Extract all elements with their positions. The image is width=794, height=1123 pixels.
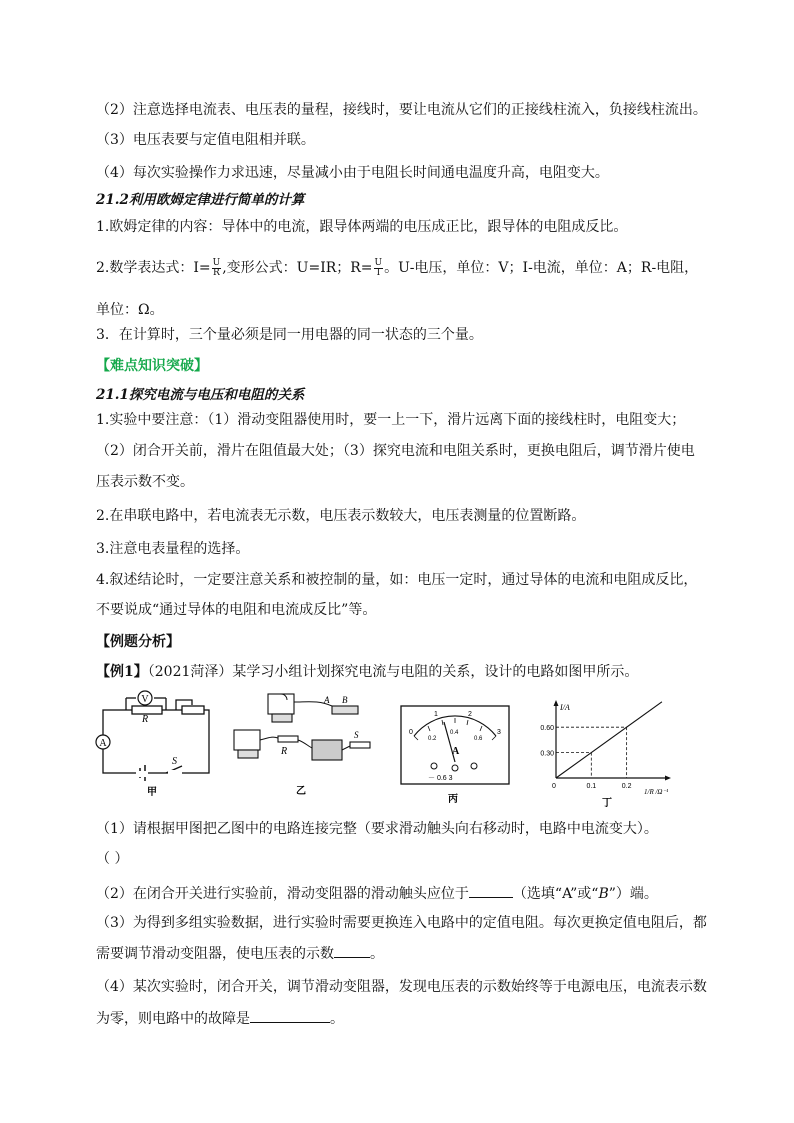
example-1-tag: 【例1】	[96, 664, 148, 680]
exp-note-2: 2.在串联电路中，若电流表无示数，电压表示数较大，电压表测量的位置断路。	[96, 508, 586, 524]
circuit-loop	[103, 710, 209, 773]
y-tick-label: 0.30	[540, 750, 554, 758]
question-3b	[96, 943, 384, 964]
formula-line	[96, 258, 698, 278]
calc-note: 3．在计算时，三个量必须是同一用电器的同一状态的三个量。	[96, 327, 483, 343]
terminal-labels: － 0.6 3	[428, 775, 453, 782]
figure-caption: 乙	[296, 786, 306, 797]
rheostat-symbol	[182, 706, 204, 714]
tick-3: 3	[497, 729, 501, 736]
figure-caption: 丙	[448, 794, 458, 805]
voltmeter-label: V	[141, 694, 149, 705]
series-line	[556, 702, 662, 778]
terminal-0-6	[452, 765, 458, 771]
fraction-denominator: I	[376, 267, 381, 278]
terminal-a-label: A	[324, 695, 330, 705]
figure-caption: 丁	[602, 798, 612, 809]
y-tick-label: 0.60	[540, 725, 554, 733]
resistor-symbol	[132, 706, 162, 714]
question-3b-text: 需要调节滑动变阻器，使电压表的示数	[96, 946, 334, 962]
question-4: （4）某次实验时，闭合开关，调节滑动变阻器，发现电压表的示数始终等于电源电压，电流表示数	[96, 979, 707, 995]
terminal-b-label: B	[342, 695, 348, 705]
resistor-label: R	[142, 714, 149, 725]
question-3b-end: 。	[370, 946, 384, 962]
question-1: （1）请根据甲图把乙图中的电路连接完整（要求滑动触头向右移动时，电路中电流变大）。	[96, 821, 658, 837]
formula-prefix: 2.数学表达式：I=	[96, 260, 211, 276]
exp-note-1b: （2）闭合开关前，滑片在阻值最大处；（3）探究电流和电阻关系时，更换电阻后，调节滑片使电	[96, 443, 695, 459]
exp-note-4b: 不要说成“通过导体的电阻和电流成反比”等。	[96, 602, 377, 618]
x-tick-label: 0.2	[621, 783, 632, 790]
terminal-neg	[431, 763, 437, 769]
example-analysis-heading: 【例题分析】	[96, 634, 180, 650]
resistor-label: R	[281, 746, 288, 757]
resistor-device	[278, 736, 298, 742]
figure-yi-apparatus	[228, 690, 358, 810]
fraction-denominator: R	[213, 267, 220, 278]
question-2-options-open: （选填“	[512, 886, 563, 902]
question-2	[96, 883, 658, 904]
y-axis-arrow	[554, 700, 559, 706]
question-4b-end: 。	[330, 1011, 344, 1027]
exp-note-1: 1.实验中要注意：（1）滑动变阻器使用时，要一上一下，滑片远离下面的接线柱时，电阻变大；	[96, 412, 686, 428]
example-1-text: （2021菏泽）某学习小组计划探究电流与电阻的关系，设计的电路如图甲所示。	[147, 664, 639, 680]
example-1-intro	[96, 662, 638, 682]
figure-jia-circuit	[96, 688, 216, 810]
x-axis-label: 1/R /Ω⁻¹	[644, 788, 669, 796]
note-2: （2）注意选择电流表、电压表的量程，接线时，要让电流从它们的正接线柱流入，负接线柱流出。	[96, 102, 707, 118]
x-tick-label: 0.1	[586, 783, 597, 790]
answer-blank-2[interactable]	[469, 883, 513, 898]
exp-note-3: 3.注意电表量程的选择。	[96, 541, 250, 557]
section-21-2-heading: 21.2利用欧姆定律进行简单的计算	[96, 192, 305, 208]
question-4b-text: 为零，则电路中的故障是	[96, 1011, 250, 1027]
formula-mid: ,变形公式：U=IR；R=	[222, 260, 373, 276]
ammeter-label: A	[99, 738, 107, 749]
ammeter-device	[234, 730, 260, 750]
question-2-or: ”或“	[570, 886, 599, 902]
difficult-points-heading: 【难点知识突破】	[96, 358, 208, 374]
option-b: B	[598, 886, 609, 902]
fraction-numerator: U	[374, 257, 383, 268]
question-2-end: ”）端。	[608, 886, 658, 902]
tick-2: 2	[468, 711, 472, 718]
fraction-numerator: U	[212, 257, 221, 268]
terminal-3	[471, 763, 477, 769]
origin-label: 0	[552, 783, 556, 790]
rheostat-device	[332, 706, 358, 714]
exp-note-4: 4.叙述结论时，一定要注意关系和被控制的量，如：电压一定时，通过导体的电流和电阻成反比，	[96, 572, 698, 588]
switch-label: S	[172, 756, 177, 767]
question-4b	[96, 1008, 344, 1029]
meter-frame	[401, 706, 509, 784]
figure-caption: 甲	[147, 787, 157, 798]
small-tick-0-4: 0.4	[450, 730, 459, 736]
y-axis-label: I/A	[560, 703, 570, 712]
fraction-u-over-i	[374, 259, 384, 278]
battery-device	[312, 740, 342, 760]
switch-device	[350, 742, 370, 748]
answer-blank-4[interactable]	[250, 1008, 330, 1023]
answer-blank-3[interactable]	[334, 943, 370, 958]
option-a: A	[562, 886, 571, 902]
meter-unit: A	[452, 746, 460, 757]
ohm-law-content: 1.欧姆定律的内容：导体中的电流，跟导体两端的电压成正比，跟导体的电阻成反比。	[96, 219, 628, 235]
small-tick-0-6: 0.6	[474, 736, 483, 742]
voltmeter-device	[268, 694, 294, 714]
question-1-answer-bracket: （ ）	[96, 851, 129, 867]
exp-note-1c: 压表示数不变。	[96, 474, 194, 490]
tick-0: 0	[409, 729, 413, 736]
unit-ohm-line: 单位：Ω。	[96, 302, 164, 318]
figure-ding-chart	[528, 698, 668, 810]
question-3: （3）为得到多组实验数据，进行实验时需要更换连入电路中的定值电阻。每次更换定值电阻后，都	[96, 915, 707, 931]
fraction-u-over-r	[212, 259, 222, 278]
switch-label: S	[354, 730, 359, 740]
formula-suffix: 。U-电压，单位：V；I-电流，单位：A；R-电阻，	[384, 260, 699, 276]
tick-1: 1	[434, 711, 438, 718]
section-21-1-heading: 21.1探究电流与电压和电阻的关系	[96, 387, 305, 403]
figure-bing-ammeter	[400, 704, 512, 810]
question-2-text: （2）在闭合开关进行实验前，滑动变阻器的滑动触头应位于	[96, 886, 469, 902]
note-3: （3）电压表要与定值电阻相并联。	[96, 132, 315, 148]
small-tick-0-2: 0.2	[428, 736, 437, 742]
x-axis-arrow	[665, 776, 671, 781]
note-4: （4）每次实验操作力求迅速，尽量减小由于电阻长时间通电温度升高，电阻变大。	[96, 165, 609, 181]
